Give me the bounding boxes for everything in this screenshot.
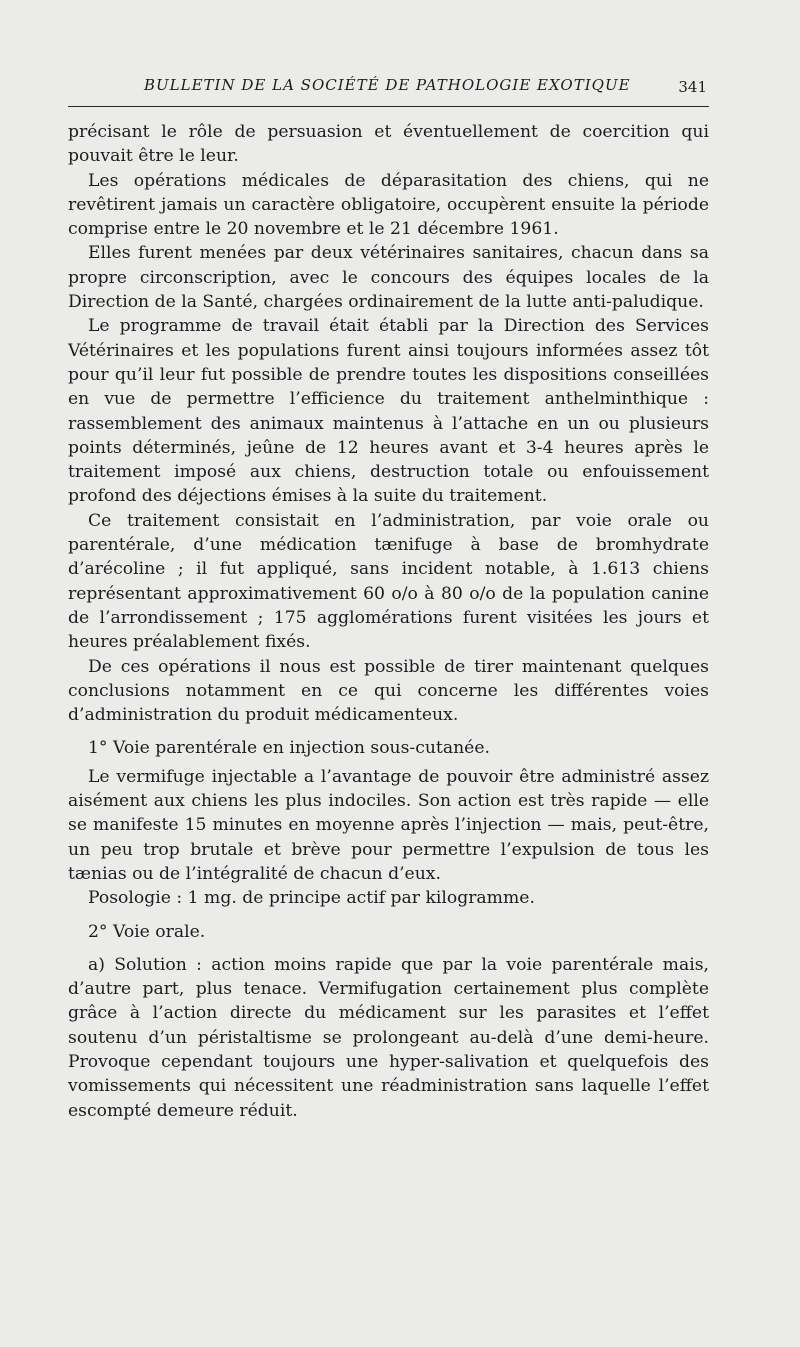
- section-heading: 2° Voie orale.: [88, 921, 206, 942]
- section-heading: 1° Voie parentérale en injection sous-cutanée.: [88, 738, 490, 759]
- page-number: 341: [678, 78, 707, 96]
- body-text: [68, 120, 709, 1123]
- paragraph: De ces opérations il nous est possible de tirer maintenant quelques conclusions notamment en ce qui concerne les différentes voies d’administration du produit médicamenteux.: [68, 656, 709, 726]
- page-header: [68, 76, 709, 107]
- paragraph: Les opérations médicales de déparasitation des chiens, qui ne revêtirent jamais un caractère obligatoire, occupèrent ensuite la période comprise entre le 20 novembre et le 21 décembre 1961.: [68, 170, 709, 240]
- running-title: BULLETIN DE LA SOCIÉTÉ DE PATHOLOGIE EXOTIQUE: [144, 76, 631, 94]
- paragraph: Le programme de travail était établi par la Direction des Services Vétérinaires et les populations furent ainsi toujours informées assez tôt pour qu’il leur fut possible de prendre toutes les dispositions conseillées en vue de permettre l’efficience du traitement anthelminthique : rassemblement des animaux maintenus à l’attache en un ou plusieurs points déterminés, jeûne de 12 heures avant et 3-4 heures après le traitement imposé aux chiens, destruction totale ou enfouissement profond des déjections émises à la suite du traitement.: [68, 316, 709, 507]
- paragraph: précisant le rôle de persuasion et éventuellement de coercition qui pouvait être le leur.: [68, 122, 709, 167]
- paragraph: Elles furent menées par deux vétérinaires sanitaires, chacun dans sa propre circonscription, avec le concours des équipes locales de la Direction de la Santé, chargées ordinairement de la lutte anti-paludique.: [68, 243, 709, 313]
- paragraph: Posologie : 1 mg. de principe actif par kilogramme.: [88, 888, 535, 909]
- paragraph: Le vermifuge injectable a l’avantage de pouvoir être administré assez aisément aux chiens les plus indociles. Son action est très rapide — elle se manifeste 15 minutes en moyenne après l’injection — mais, peut-être, un peu trop brutale et brève pour permettre l’expulsion de tous les tænias ou de l’intégralité de chacun d’eux.: [68, 766, 709, 884]
- paragraph: a) Solution : action moins rapide que par la voie parentérale mais, d’autre part, plus tenace. Vermifugation certainement plus complète grâce à l’action directe du médicament sur les parasites et l’effet soutenu d’un péristaltisme se prolongeant au-delà d’une demi-heure. Provoque cependant toujours une hyper-salivation et quelquefois des vomissements qui nécessitent une réadministration sans laquelle l’effet escompté demeure réduit.: [68, 954, 709, 1121]
- paragraph: Ce traitement consistait en l’administration, par voie orale ou parentérale, d’une médication tænifuge à base de bromhydrate d’arécoline ; il fut appliqué, sans incident notable, à 1.613 chiens représentant approximativement 60 o/o à 80 o/o de la population canine de l’arrondissement ; 175 agglomérations furent visitées les jours et heures préalablement fixés.: [68, 510, 709, 653]
